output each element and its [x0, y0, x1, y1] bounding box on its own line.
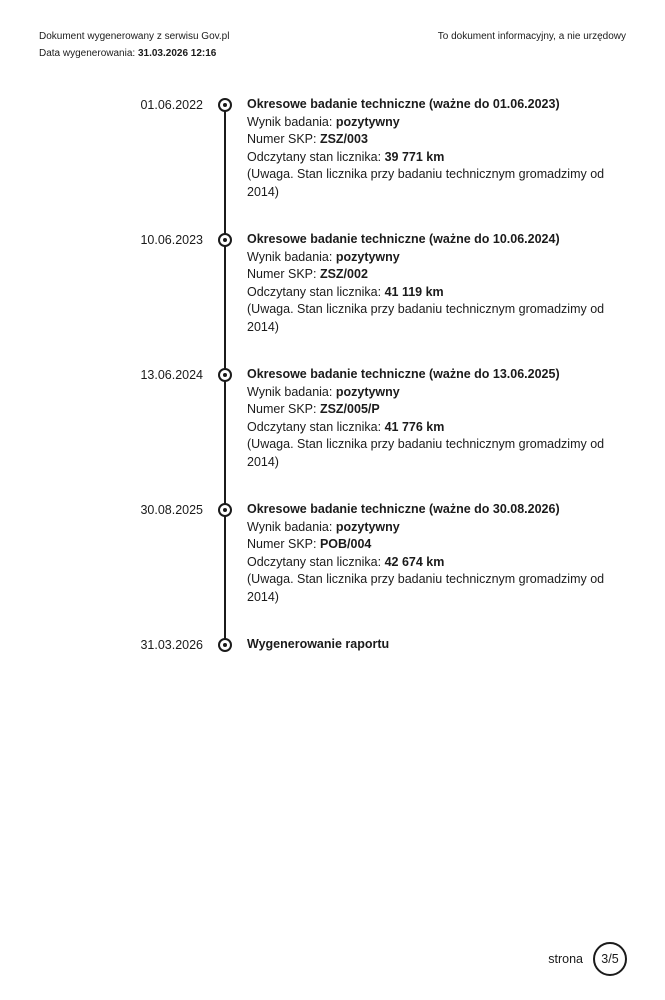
entry-details — [247, 231, 617, 336]
odometer-note-line1: (Uwaga. Stan licznika przy badaniu technicznym gromadzimy od — [247, 167, 605, 181]
odometer-value: 39 771 km — [384, 149, 445, 164]
odometer-note-line1: (Uwaga. Stan licznika przy badaniu technicznym gromadzimy od — [247, 572, 605, 586]
skp-label: Numer SKP: — [247, 537, 317, 551]
page-number-badge — [593, 942, 627, 976]
skp-value: POB/004 — [319, 537, 372, 551]
result-value: pozytywny — [335, 249, 400, 264]
entry-title: Okresowe badanie techniczne (ważne do 30.08.2026) — [247, 502, 560, 516]
result-line — [247, 519, 617, 537]
odometer-value: 42 674 km — [384, 554, 445, 569]
odometer-note-line1: (Uwaga. Stan licznika przy badaniu technicznym gromadzimy od — [247, 437, 605, 451]
odometer-label: Odczytany stan licznika: — [247, 554, 382, 569]
result-label: Wynik badania: — [247, 519, 333, 534]
skp-label: Numer SKP: — [247, 267, 317, 281]
entry-title: Okresowe badanie techniczne (ważne do 01.06.2023) — [247, 97, 560, 111]
result-label: Wynik badania: — [247, 114, 333, 129]
odometer-line — [247, 284, 617, 302]
generated-value: 31.03.2026 12:16 — [137, 48, 217, 59]
entry-details — [247, 366, 617, 471]
odometer-line — [247, 419, 617, 437]
page-label: strona — [548, 952, 583, 966]
timeline-dot-icon — [218, 503, 232, 517]
entry-date: 30.08.2025 — [140, 503, 203, 517]
odometer-label: Odczytany stan licznika: — [247, 419, 382, 434]
entry-details — [247, 501, 617, 606]
entry-details — [247, 96, 617, 201]
generated-label: Data wygenerowania: — [39, 48, 136, 59]
skp-value: ZSZ/005/P — [319, 402, 380, 416]
entry-title: Okresowe badanie techniczne (ważne do 10.06.2024) — [247, 232, 560, 246]
odometer-label: Odczytany stan licznika: — [247, 149, 382, 164]
result-line — [247, 249, 617, 267]
odometer-note-line2: 2014) — [247, 454, 279, 469]
odometer-note-line2: 2014) — [247, 589, 279, 604]
result-line — [247, 384, 617, 402]
timeline-dot-icon — [218, 638, 232, 652]
entry-date: 10.06.2023 — [140, 233, 203, 247]
odometer-value: 41 119 km — [384, 284, 444, 299]
timeline-dot-icon — [218, 233, 232, 247]
skp-value: ZSZ/003 — [319, 132, 368, 146]
skp-line — [247, 131, 617, 149]
page-number: 3/5 — [601, 952, 619, 966]
timeline-dot-icon — [218, 368, 232, 382]
source-text: Dokument wygenerowany z serwisu Gov.pl — [39, 31, 230, 42]
result-label: Wynik badania: — [247, 384, 333, 399]
result-value: pozytywny — [335, 519, 400, 534]
result-label: Wynik badania: — [247, 249, 333, 264]
skp-line — [247, 536, 617, 554]
result-value: pozytywny — [335, 384, 400, 399]
skp-line — [247, 401, 617, 419]
entry-date: 13.06.2024 — [140, 368, 203, 382]
result-line — [247, 114, 617, 132]
odometer-note-line1: (Uwaga. Stan licznika przy badaniu technicznym gromadzimy od — [247, 302, 605, 316]
skp-line — [247, 266, 617, 284]
result-value: pozytywny — [335, 114, 400, 129]
informational-notice: To dokument informacyjny, a nie urzędowy — [437, 31, 626, 42]
skp-label: Numer SKP: — [247, 402, 317, 416]
entry-details — [247, 636, 617, 654]
timeline-dot-icon — [218, 98, 232, 112]
skp-label: Numer SKP: — [247, 132, 317, 146]
generated-date-line — [39, 45, 229, 62]
entry-date: 31.03.2026 — [140, 638, 203, 652]
odometer-note-line2: 2014) — [247, 319, 279, 334]
page-footer — [548, 942, 627, 976]
skp-value: ZSZ/002 — [319, 267, 368, 281]
odometer-value: 41 776 km — [384, 419, 445, 434]
odometer-label: Odczytany stan licznika: — [247, 284, 382, 299]
entry-title: Wygenerowanie raportu — [247, 637, 390, 651]
document-source-header — [39, 28, 229, 62]
odometer-line — [247, 149, 617, 167]
odometer-line — [247, 554, 617, 572]
odometer-note-line2: 2014) — [247, 184, 279, 199]
entry-date: 01.06.2022 — [140, 98, 203, 112]
entry-title: Okresowe badanie techniczne (ważne do 13.06.2025) — [247, 367, 560, 381]
